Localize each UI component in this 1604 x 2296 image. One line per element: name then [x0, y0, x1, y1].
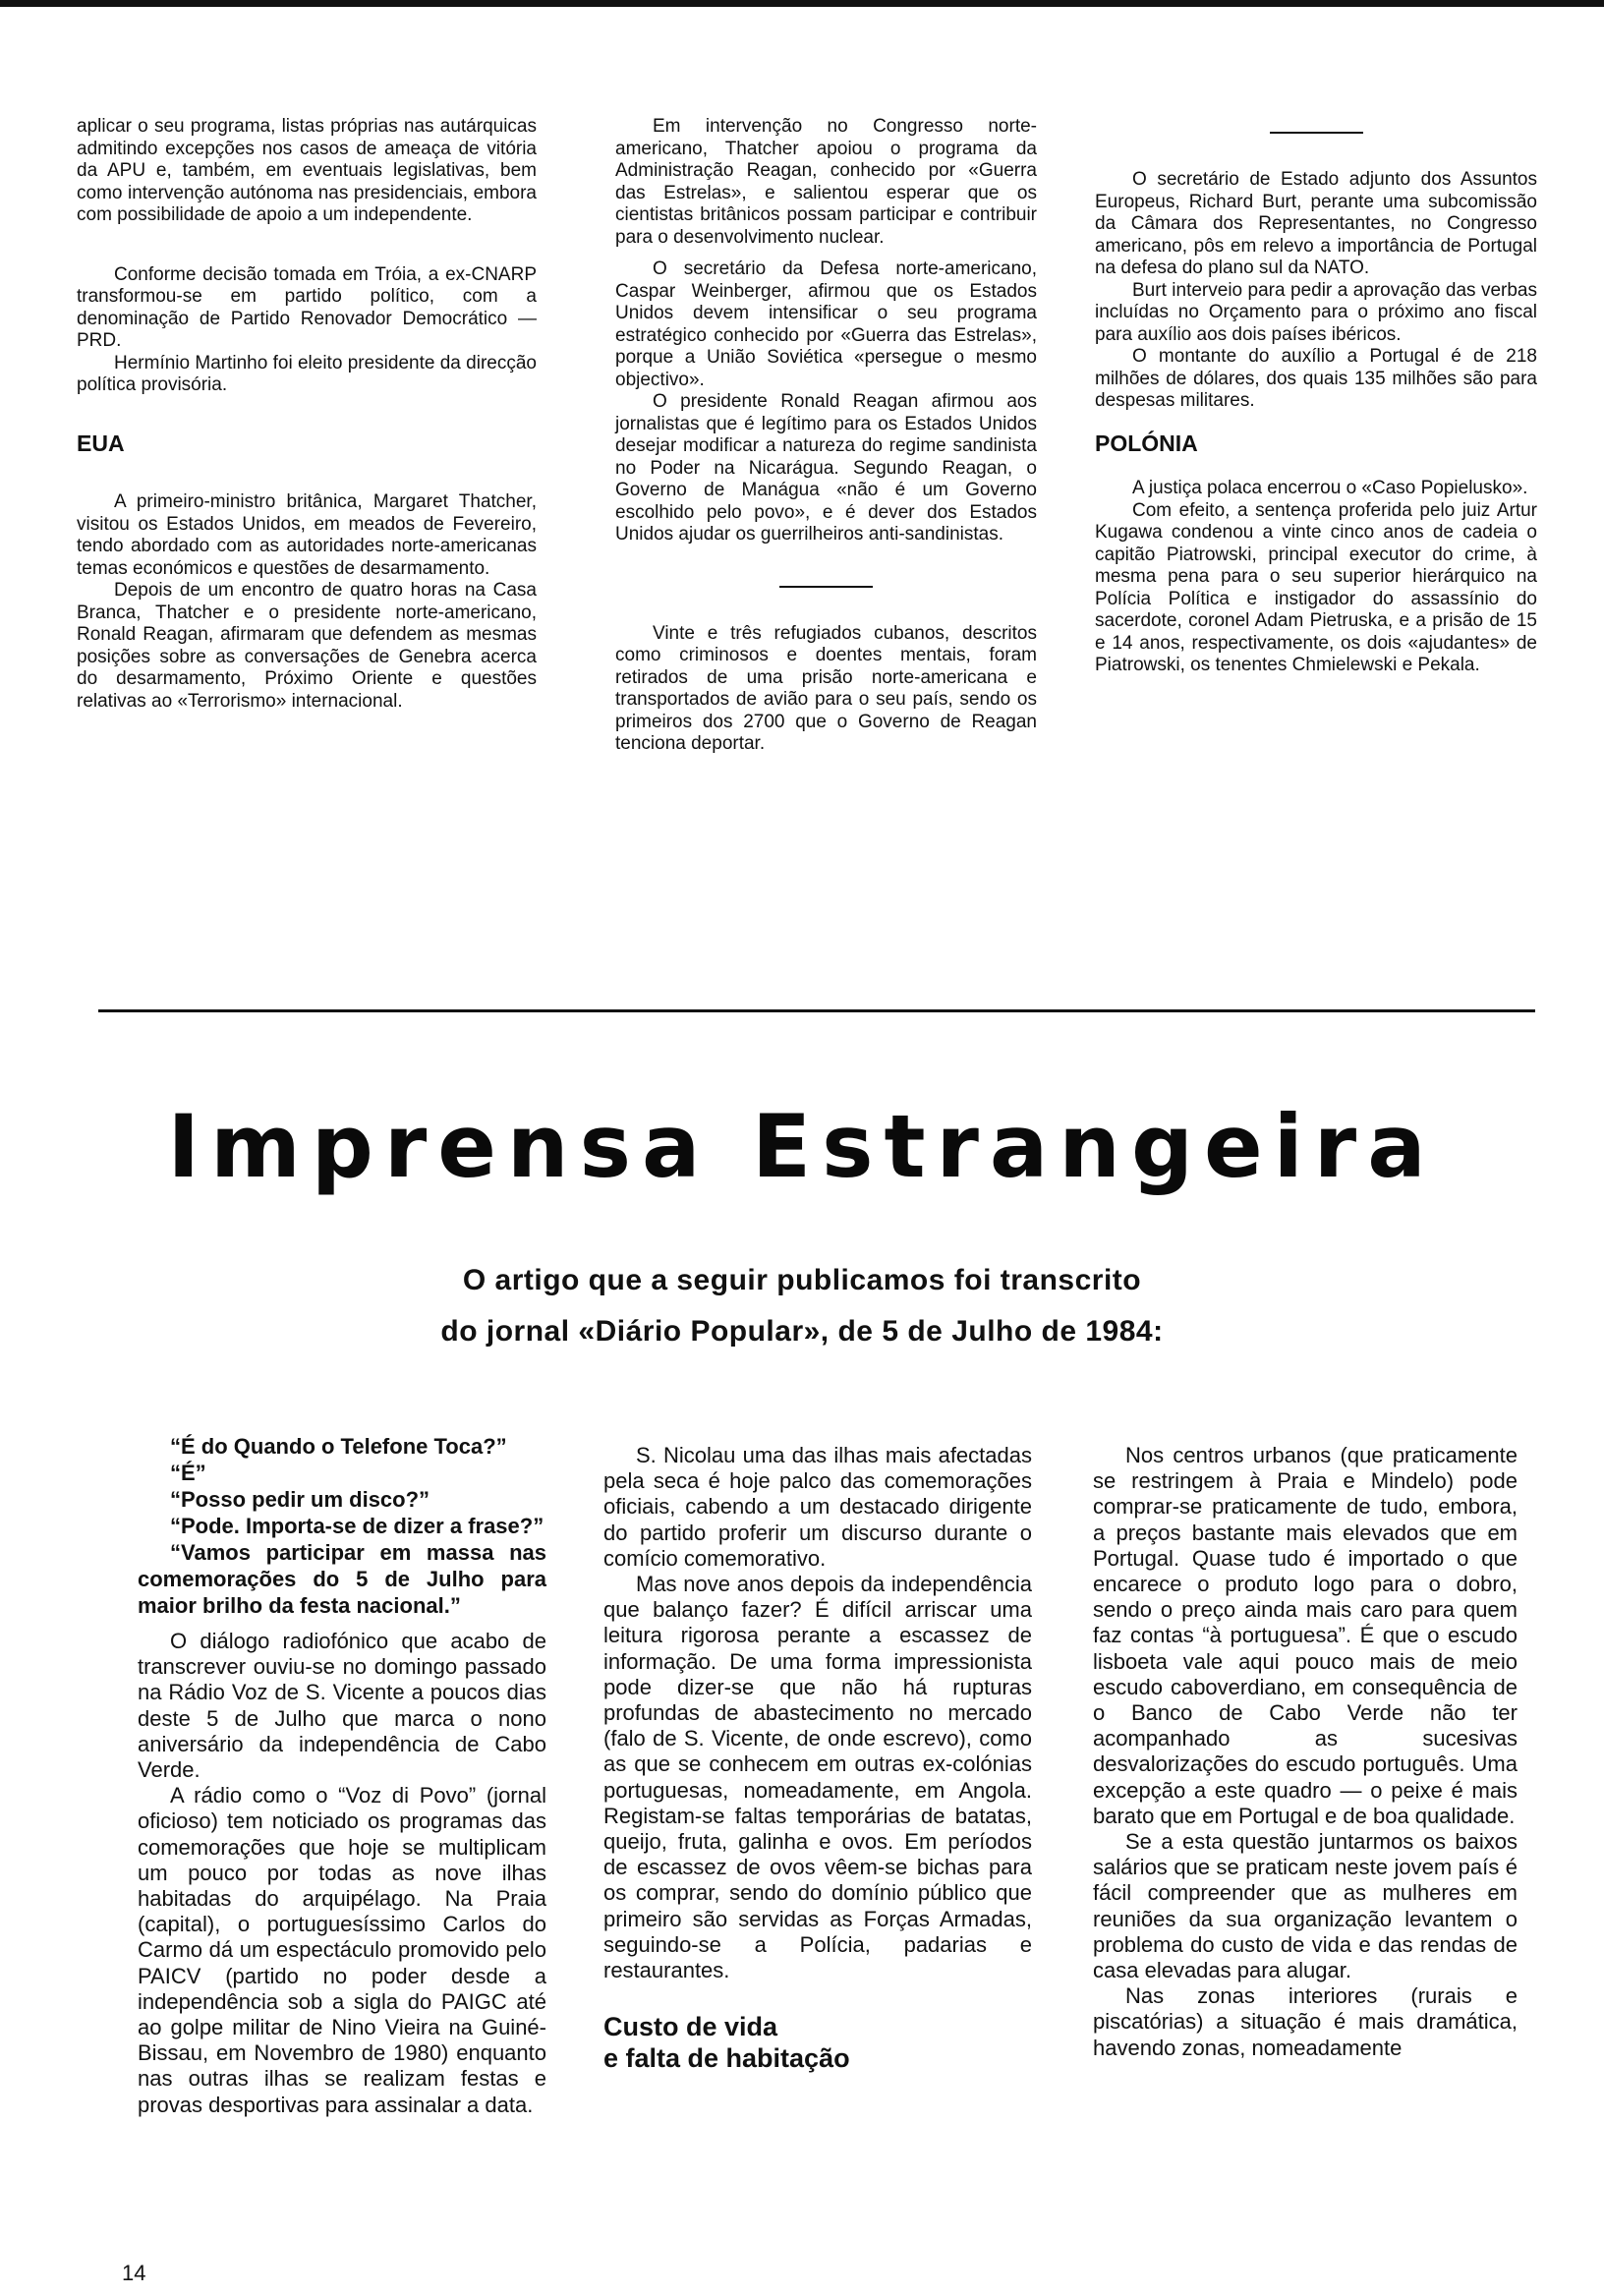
feature-column-3 — [1093, 1443, 1518, 2061]
paragraph: Burt interveio para pedir a aprovação das verbas incluídas no Orçamento para o próximo ano fiscal para auxílio aos dois países ibéricos. — [1095, 279, 1537, 345]
paragraph: Nas zonas interiores (rurais e piscatórias) a situação é mais dramática, havendo zonas, nomeadamente — [1093, 1983, 1518, 2060]
paragraph: Em intervenção no Congresso norte-americano, Thatcher apoiou o programa da Administração Reagan, conhecido por «Guerra das Estrelas», e salientou esperar que os cientistas britânicos possam participar e contribuir para o desenvolvimento nuclear. — [615, 116, 1037, 248]
paragraph: Mas nove anos depois da independência que balanço fazer? É difícil arriscar uma leitura rigorosa perante a escassez de informação. De uma forma impressionista pode dizer-se que não há rupturas profundas de abastecimento no mercado (falo de S. Vicente, de onde escrevo), como as que se conhecem em outras ex-colónias portuguesas, nomeadamente, em Angola. Registam-se faltas temporárias de batatas, queijo, fruta, galinha e ovos. Em períodos de escassez de ovos vêem-se bichas para os comprar, sendo do domínio público que primeiro são servidas as Forças Armadas, seguindo-se a Polícia, padarias e restaurantes. — [603, 1572, 1032, 1983]
paragraph: A justiça polaca encerrou o «Caso Popielusko». — [1132, 478, 1528, 498]
subheading — [603, 2011, 1032, 2074]
paragraph: Conforme decisão tomada em Tróia, a ex-CNARP transformou-se em partido político, com a denominação de Partido Renovador Democrático — PRD. — [77, 263, 537, 351]
top-rule — [0, 0, 1604, 7]
paragraph: Vinte e três refugiados cubanos, descritos como criminosos e doentes mentais, foram retirados de uma prisão norte-americana e transportados de avião para o seu país, sendo os primeiros dos 2700 que o Governo de Reagan tenciona deportar. — [615, 622, 1037, 754]
feature-column-1 — [138, 1433, 546, 2118]
radio-dialogue — [138, 1433, 546, 1619]
paragraph: Depois de um encontro de quatro horas na Casa Branca, Thatcher e o presidente norte-americano, Ronald Reagan, afirmaram que defendem as mesmas posições sobre as conversações de Genebra acerca do desarmamento, Próximo Oriente e questões relativas ao «Terrorismo» internacional. — [77, 580, 537, 712]
paragraph: Hermínio Martinho foi eleito presidente da direcção política provisória. — [77, 352, 537, 395]
paragraph: Se a esta questão juntarmos os baixos salários que se praticam neste jovem país é fácil compreender que as mulheres em reuniões da sua organização levantem o problema do custo de vida e das rendas de casa elevadas para alugar. — [1093, 1829, 1518, 1983]
feature-title: Imprensa Estrangeira — [167, 1096, 1437, 1197]
section-heading-polonia: POLÓNIA — [1095, 430, 1198, 456]
feature-column-2 — [603, 1443, 1032, 2074]
paragraph: Com efeito, a sentença proferida pelo juiz Artur Kugawa condenou a vinte cinco anos de cadeia o capitão Piatrowski, principal executor do crime, à mesma pena para o seu superior hierárquico na Polícia Política e instigador do assassínio do sacerdote, coronel Adam Pietruska, e a prisão de 15 e 14 anos, respectivamente, os dois «ajudantes» de Piatrowski, os tenentes Chmielewski e Pekala. — [1095, 499, 1537, 675]
quote-line: “Pode. Importa-se de dizer a frase?” — [170, 1514, 544, 1538]
paragraph: O diálogo radiofónico que acabo de transcrever ouviu-se no domingo passado na Rádio Voz de S. Vicente a poucos dias deste 5 de Julho que marca o nono aniversário da independência de Cabo Verde. — [138, 1629, 546, 1783]
quote-line: “É do Quando o Telefone Toca?” — [170, 1434, 507, 1459]
subheading-line: e falta de habitação — [603, 2043, 850, 2074]
paragraph: A rádio como o “Voz di Povo” (jornal oficioso) tem noticiado os programas das comemorações que hoje se multiplicam um pouco por todas as nove ilhas habitadas do arquipélago. Na Praia (capital), o portuguesíssimo Carlos do Carmo dá um espectáculo promovido pelo PAICV (partido no poder desde a independência sob a sigla do PAIGC até ao golpe militar de Nino Vieira na Guiné-Bissau, em Novembro de 1980) enquanto nas outras ilhas se realizam festas e provas desportivas para assinalar a data. — [138, 1783, 546, 2117]
top-column-2 — [615, 116, 1037, 756]
subheading-line: Custo de vida — [603, 2012, 778, 2042]
intro-line: O artigo que a seguir publicamos foi transcrito — [462, 1264, 1142, 1296]
paragraph: A primeiro-ministro britânica, Margaret Thatcher, visitou os Estados Unidos, em meados de Fevereiro, tendo abordado com as autoridades norte-americanas temas económicos e questões de desarmamento. — [77, 491, 537, 579]
feature-intro — [0, 1255, 1604, 1357]
section-heading-eua: EUA — [77, 430, 125, 456]
paragraph: O secretário da Defesa norte-americano, Caspar Weinberger, afirmou que os Estados Unidos devem intensificar o seu programa estratégico conhecido por «Guerra das Estrelas», porque a União Soviética «persegue o mesmo objectivo». — [615, 258, 1037, 390]
paragraph: O presidente Ronald Reagan afirmou aos jornalistas que é legítimo para os Estados Unidos desejar modificar a natureza do regime sandinista no Poder na Nicarágua. Segundo Reagan, o Governo de Manágua «não é um Governo escolhido pelo povo», e é dever dos Estados Unidos ajudar os guerrilheiros anti-sandinistas. — [615, 391, 1037, 545]
quote-line: “Posso pedir um disco?” — [170, 1487, 430, 1512]
paragraph: aplicar o seu programa, listas próprias nas autárquicas admitindo excepções nos casos de ameaça de vitória da APU e, também, em eventuais legislativas, bem como intervenção autónoma nas presidenciais, embora com possibilidade de apoio a um independente. — [77, 116, 537, 225]
top-column-3 — [1095, 116, 1537, 677]
quote-line: “Vamos participar em massa nas comemorações do 5 de Julho para maior brilho da festa nacional.” — [138, 1540, 546, 1618]
paragraph: S. Nicolau uma das ilhas mais afectadas pela seca é hoje palco das comemorações oficiais, cabendo a um destacado dirigente do partido proferir um discurso durante o comício comemorativo. — [603, 1443, 1032, 1571]
paragraph: Nos centros urbanos (que praticamente se restringem à Praia e Mindelo) pode comprar-se praticamente de tudo, embora, a preços bastante mais elevados que em Portugal. Quase tudo é importado o que encarece o produto logo para o dobro, sendo o preço ainda mais caro para quem faz contas “à portuguesa”. É que o escudo lisboeta vale aqui pouco mais de meio escudo caboverdiano, em consequência de o Banco de Cabo Verde não ter acompanhado as sucesivas desvalorizações do escudo português. Uma excepção a este quadro — o peixe é mais barato que em Portugal e de boa qualidade. — [1093, 1443, 1518, 1828]
page-number: 14 — [122, 2261, 146, 2285]
section-divider — [98, 1009, 1535, 1012]
quote-line: “É” — [170, 1461, 206, 1485]
paragraph: O montante do auxílio a Portugal é de 218 milhões de dólares, dos quais 135 milhões são para despesas militares. — [1095, 346, 1537, 411]
paragraph: O secretário de Estado adjunto dos Assuntos Europeus, Richard Burt, perante uma subcomissão da Câmara dos Representantes, no Congresso americano, pôs em relevo a importância de Portugal na defesa do plano sul da NATO. — [1095, 169, 1537, 278]
top-column-1 — [77, 116, 537, 713]
intro-line: do jornal «Diário Popular», de 5 de Julho de 1984: — [440, 1315, 1164, 1348]
